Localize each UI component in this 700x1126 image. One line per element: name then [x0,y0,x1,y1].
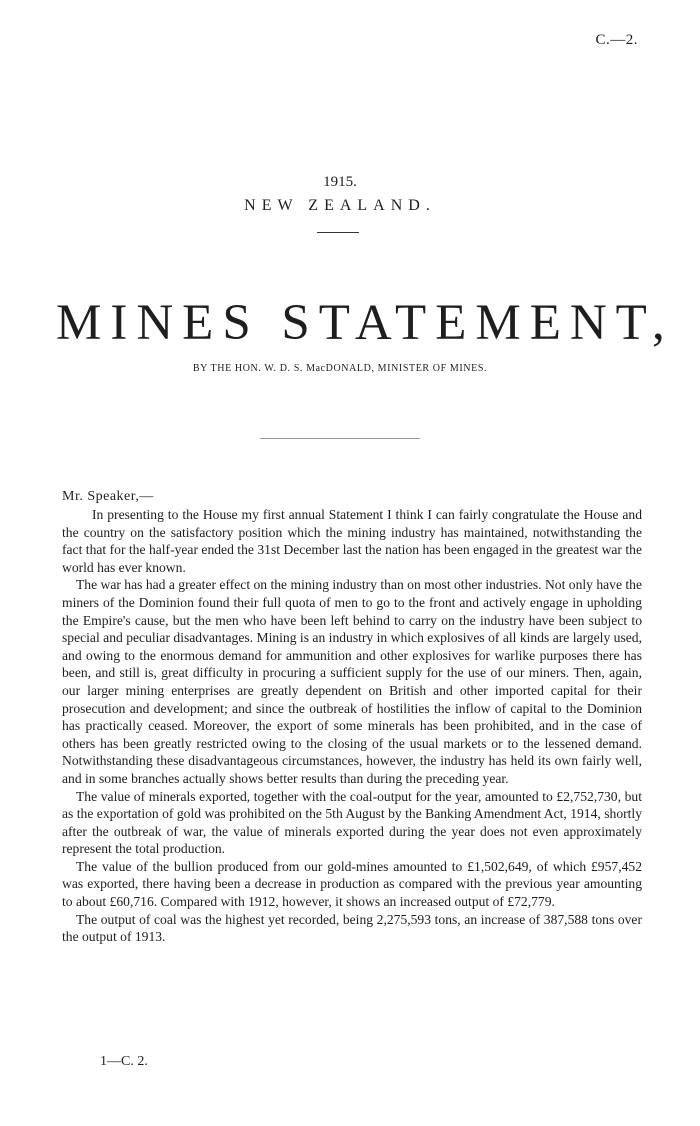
long-divider-rule [260,438,420,439]
short-divider-rule [317,232,359,233]
author-byline: BY THE HON. W. D. S. MacDONALD, MINISTER OF MINES. [192,363,488,374]
paragraph-5: The output of coal was the highest yet recorded, being 2,275,593 tons, an increase of 387,588 tons over the output of 1913. [62,911,642,945]
paragraph-3: The value of minerals exported, together with the coal-output for the year, amounted to £2,752,730, but as the exportation of gold was prohibited on the 5th August by the Banking Amendment Act, 1914, shortly after the outbreak of war, the value of minerals exported during the year does not even approximately represent the total production. [62,788,642,857]
statement-body [62,506,642,946]
document-year: 1915. [323,174,357,190]
page-reference-footer: 1—C. 2. [100,1054,148,1069]
salutation: Mr. Speaker,— [62,489,154,504]
paragraph-4: The value of the bullion produced from our gold-mines amounted to £1,502,649, of which £957,452 was exported, there having been a decrease in production as compared with the previous year amounting to about £60,716. Compared with 1912, however, it shows an increased output of £72,779. [62,858,642,910]
paragraph-1: In presenting to the House my first annual Statement I think I can fairly congratulate the House and the country on the satisfactory position which the mining industry has maintained, notwithstanding the fact that for the half-year ended the 31st December last the nation has been engaged in the greatest war the world has ever known. [62,507,642,575]
paragraph-2: The war has had a greater effect on the mining industry than on most other industries. Not only have the miners of the Dominion found their full quota of men to go to the front and actively engage in upholding the Empire's cause, but the men who have been left behind to carry on the industry have been subject to special and peculiar disadvantages. Mining is an industry in which explosives of all kinds are largely used, and owing to the enormous demand for ammunition and other explosives for warlike purposes there has been, and still is, great difficulty in procuring a sufficient supply for the use of our miners. Then, again, our larger mining enterprises are greatly dependent on British and other imported capital for their prosecution and development; and since the outbreak of hostilities the inflow of capital to the Dominion has practically ceased. Moreover, the export of some minerals has been prohibited, and in the case of others has been greatly restricted owing to the closing of the usual markets or to the lessened demand. Notwithstanding these disadvantageous circumstances, however, the industry has held its own fairly well, and in some branches actually shows better results than during the preceding year. [62,577,643,786]
document-title: MINES STATEMENT, [56,295,674,351]
country-heading: NEW ZEALAND. [244,197,436,214]
page-reference-header: C.—2. [595,32,638,48]
